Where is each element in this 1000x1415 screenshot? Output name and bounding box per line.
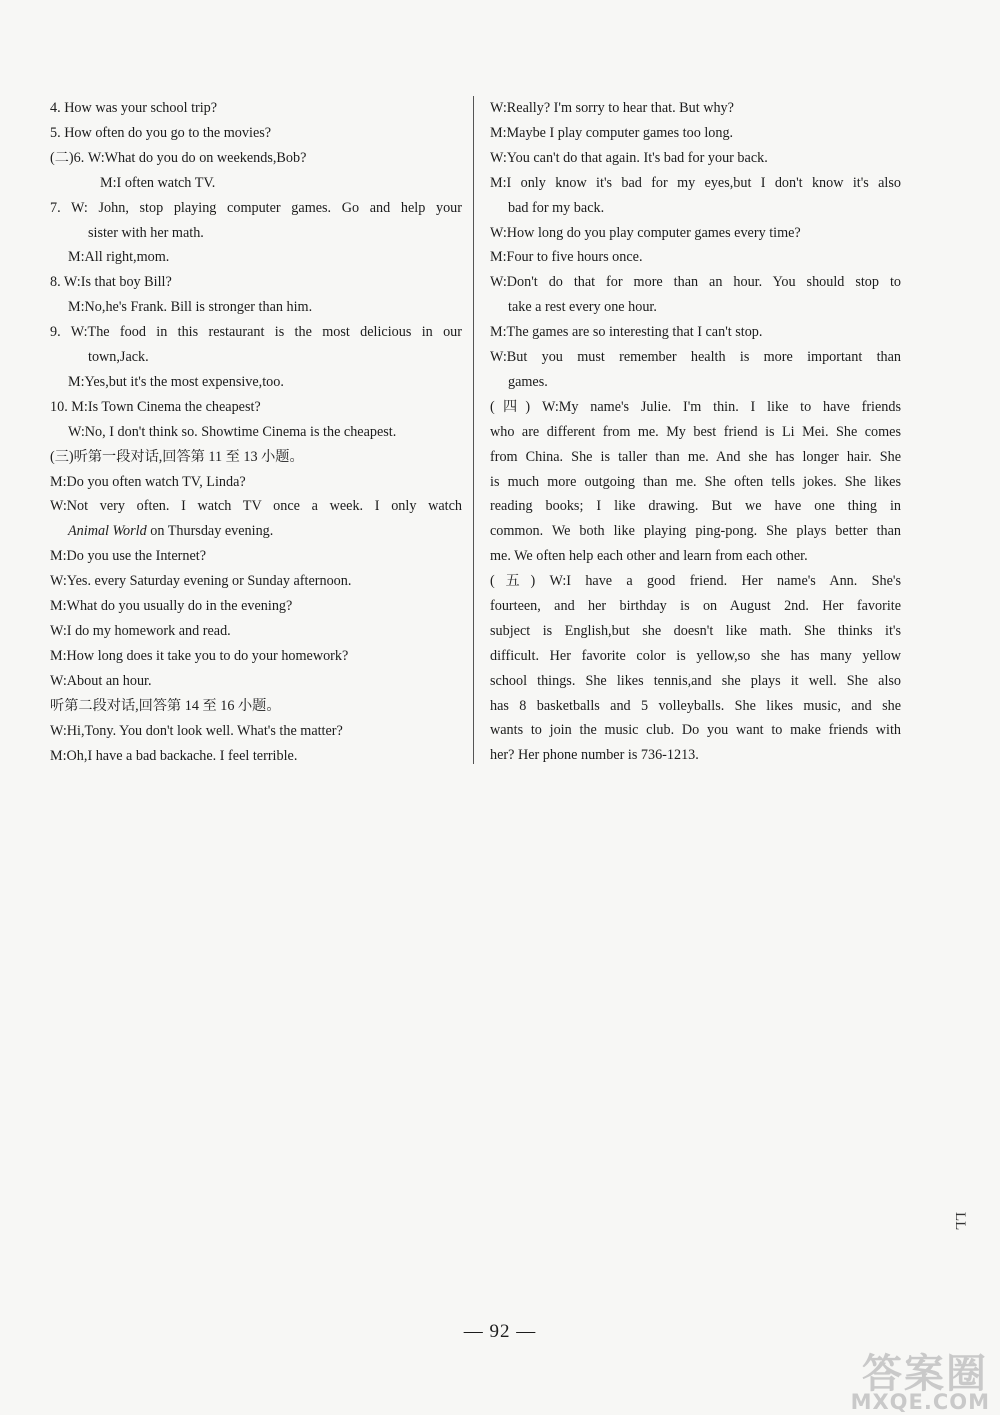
- dialogue-2-line-6: M:I only know it's bad for my eyes,but I don't know it's also: [490, 174, 901, 191]
- program-title: Animal World: [68, 523, 147, 540]
- passage-4-line-7: me. We often help each other and learn from each other.: [490, 548, 808, 565]
- passage-4-line-5: reading books; I like drawing. But we have one thing in: [490, 498, 901, 515]
- column-divider: [473, 96, 474, 764]
- passage-5-line-8: her? Her phone number is 736-1213.: [490, 747, 699, 764]
- question-10-w: W:No, I don't think so. Showtime Cinema is the cheapest.: [68, 423, 397, 440]
- dialogue-1-line-2-cont: [50, 519, 462, 544]
- dialogue-2-line-2: M:Oh,I have a bad backache. I feel terrible.: [50, 747, 298, 764]
- dialogue-1-line-3: M:Do you use the Internet?: [50, 548, 207, 565]
- dialogue-2-line-5: W:You can't do that again. It's bad for your back.: [490, 149, 768, 166]
- section-dialogue-2-heading: 听第二段对话,回答第 14 至 16 小题。: [50, 697, 281, 714]
- dialogue-2-line-4: M:Maybe I play computer games too long.: [490, 124, 734, 141]
- dialogue-1-line-4: W:Yes. every Saturday evening or Sunday afternoon.: [50, 573, 352, 590]
- question-7-w-cont: sister with her math.: [88, 224, 204, 241]
- passage-5-line-5: school things. She likes tennis,and she plays it well. She also: [490, 672, 901, 689]
- dialogue-2-line-9-cont: take a rest every one hour.: [508, 299, 657, 316]
- section-3-heading: (三)听第一段对话,回答第 11 至 13 小题。: [50, 448, 304, 465]
- passage-5-line-6: has 8 basketballs and 5 volleyballs. She likes music, and she: [490, 697, 901, 714]
- dialogue-1-line-1: M:Do you often watch TV, Linda?: [50, 473, 246, 490]
- question-7-w: 7. W: John, stop playing computer games. Go and help your: [50, 199, 462, 216]
- dialogue-1-line-5: M:What do you usually do in the evening?: [50, 598, 293, 615]
- right-column: [490, 96, 901, 768]
- dialogue-2-line-8: M:Four to five hours once.: [490, 249, 643, 266]
- question-9-w: 9. W:The food in this restaurant is the most delicious in our: [50, 324, 462, 341]
- passage-5-line-4: difficult. Her favorite color is yellow,so she has many yellow: [490, 647, 901, 664]
- passage-5-line-7: wants to join the music club. Do you want to make friends with: [490, 722, 901, 739]
- question-6-m: M:I often watch TV.: [100, 174, 216, 191]
- side-mark: LL: [952, 1212, 968, 1231]
- passage-4-line-6: common. We both like playing ping-pong. She plays better than: [490, 523, 901, 540]
- watermark: [810, 1340, 1000, 1415]
- dialogue-2-line-9: W:Don't do that for more than an hour. You should stop to: [490, 274, 901, 291]
- dialogue-1-line-8: W:About an hour.: [50, 672, 152, 689]
- watermark-logo-text: 答案圈: [862, 1351, 988, 1397]
- dialogue-2-line-11: W:But you must remember health is more important than: [490, 349, 901, 366]
- dialogue-2-line-1: W:Hi,Tony. You don't look well. What's the matter?: [50, 722, 343, 739]
- page-number: — 92 —: [463, 1321, 537, 1342]
- dialogue-1-line-7: M:How long does it take you to do your homework?: [50, 647, 349, 664]
- dialogue-2-line-10: M:The games are so interesting that I can't stop.: [490, 324, 763, 341]
- question-8-m: M:No,he's Frank. Bill is stronger than him.: [68, 299, 313, 316]
- passage-4-line-1: (四) W:My name's Julie. I'm thin. I like to have friends: [490, 398, 901, 415]
- left-column: [50, 96, 462, 768]
- passage-4-line-3: from China. She is taller than me. And she has longer hair. She: [490, 448, 901, 465]
- question-4: 4. How was your school trip?: [50, 100, 218, 116]
- dialogue-2-line-3: W:Really? I'm sorry to hear that. But why?: [490, 100, 734, 116]
- question-7-m: M:All right,mom.: [68, 249, 170, 266]
- question-10-m: 10. M:Is Town Cinema the cheapest?: [50, 398, 261, 415]
- passage-5-line-2: fourteen, and her birthday is on August 2nd. Her favorite: [490, 597, 901, 614]
- program-time: on Thursday evening.: [150, 523, 274, 540]
- dialogue-1-line-6: W:I do my homework and read.: [50, 622, 231, 639]
- watermark-url: MXQE.COM: [850, 1390, 990, 1414]
- question-9-w-cont: town,Jack.: [88, 349, 149, 366]
- dialogue-2-line-7: W:How long do you play computer games every time?: [490, 224, 801, 241]
- question-8-w: 8. W:Is that boy Bill?: [50, 274, 172, 291]
- passage-4-line-4: is much more outgoing than me. She often tells jokes. She likes: [490, 473, 901, 490]
- passage-5-line-3: subject is English,but she doesn't like math. She thinks it's: [490, 622, 901, 639]
- dialogue-1-line-2: W:Not very often. I watch TV once a week. I only watch: [50, 498, 462, 515]
- dialogue-2-line-11-cont: games.: [508, 373, 548, 390]
- passage-4-line-2: who are different from me. My best friend is Li Mei. She comes: [490, 423, 901, 440]
- dialogue-2-line-6-cont: bad for my back.: [508, 199, 605, 216]
- question-6-w: (二)6. W:What do you do on weekends,Bob?: [50, 149, 307, 166]
- question-5: 5. How often do you go to the movies?: [50, 124, 272, 141]
- question-9-m: M:Yes,but it's the most expensive,too.: [68, 373, 284, 390]
- passage-5-line-1: (五) W:I have a good friend. Her name's Ann. She's: [490, 573, 901, 590]
